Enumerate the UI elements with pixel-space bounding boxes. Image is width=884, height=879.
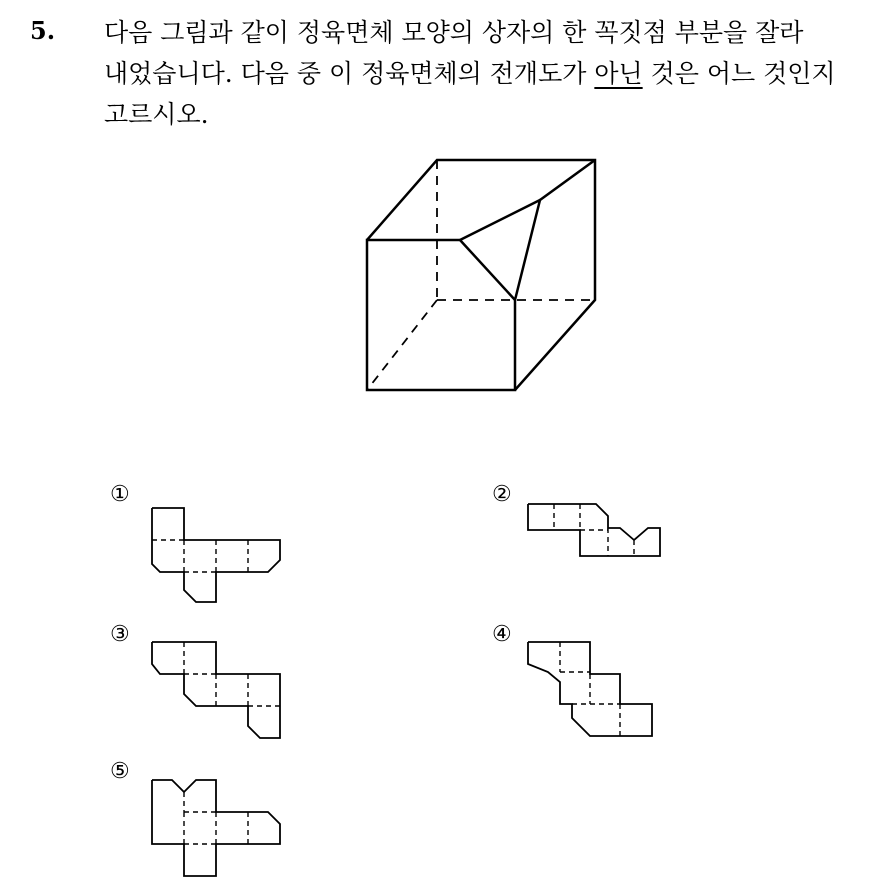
choice-label-2: ② — [492, 482, 512, 507]
net-2 — [528, 504, 660, 556]
question-line-2-before: 내었습니다. 다음 중 이 정육면체의 전개도가 — [104, 59, 595, 88]
question-line-1: 다음 그림과 같이 정육면체 모양의 상자의 한 꼭짓점 부분을 잘라 — [104, 18, 804, 47]
net-3 — [152, 642, 280, 738]
choice-label-4: ④ — [492, 622, 512, 647]
question-line-3: 고르시오. — [104, 100, 209, 129]
choice-label-1: ① — [110, 482, 130, 507]
net-5 — [152, 780, 280, 876]
choice-label-3: ③ — [110, 622, 130, 647]
question-line-2-after: 것은 어느 것인지 — [642, 59, 836, 88]
question-number: 5. — [30, 16, 56, 45]
net-1 — [152, 508, 280, 602]
choice-label-5: ⑤ — [110, 759, 130, 784]
underlined-word: 아닌 — [594, 59, 643, 88]
net-4 — [528, 642, 652, 736]
